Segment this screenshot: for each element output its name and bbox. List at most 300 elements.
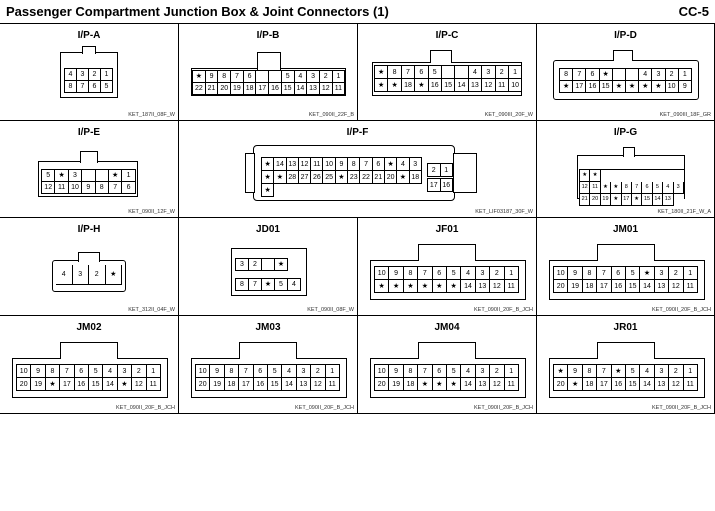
pin-cell: 8 xyxy=(583,365,597,378)
pin-cell: 1 xyxy=(509,66,522,79)
connector-cell-ipf xyxy=(179,121,537,218)
pin-cell xyxy=(385,184,397,197)
connector-name: I/P-E xyxy=(77,127,101,138)
pin-cell: 15 xyxy=(626,378,640,391)
connector-cell-jf01 xyxy=(358,218,537,316)
pin-cell: 16 xyxy=(75,378,89,391)
pin-cell: 16 xyxy=(612,280,626,293)
connector-name: JR01 xyxy=(613,322,638,333)
pin-cell: 20 xyxy=(554,280,568,293)
pin-cell: 7 xyxy=(597,365,611,378)
pin-cell xyxy=(642,170,652,182)
pin-grid xyxy=(261,157,422,197)
pin-cell: ★ xyxy=(632,194,642,206)
pin-cell: 7 xyxy=(231,71,244,83)
pin-cell: 8 xyxy=(236,279,249,291)
connector-name: JM03 xyxy=(255,322,281,333)
pin-cell: 9 xyxy=(389,267,403,280)
pin-cell: ★ xyxy=(652,81,665,93)
pin-cell: 11 xyxy=(55,182,68,194)
connector-cell-jm01 xyxy=(537,218,715,316)
pin-cell: 6 xyxy=(75,365,89,378)
pin-cell: 10 xyxy=(375,267,389,280)
pin-cell xyxy=(674,194,684,206)
pin-cell: 5 xyxy=(101,81,113,93)
pin-cell: 11 xyxy=(684,378,698,391)
connector-code: KET_090II_22F_B xyxy=(308,112,354,118)
pin-cell: 4 xyxy=(65,69,77,81)
pin-cell: 9 xyxy=(82,182,95,194)
pin-cell: 11 xyxy=(326,378,340,391)
pin-grid xyxy=(235,278,301,291)
pin-cell: 15 xyxy=(642,194,652,206)
pin-cell xyxy=(373,184,385,197)
connector-code: KET_312II_04F_W xyxy=(128,307,175,313)
pin-cell: 14 xyxy=(640,378,654,391)
pin-cell: 15 xyxy=(442,79,455,92)
connector-grid xyxy=(0,24,715,414)
pin-cell: 7 xyxy=(402,66,415,79)
pin-cell xyxy=(626,69,639,81)
pin-cell: 1 xyxy=(147,365,161,378)
pin-cell: 3 xyxy=(476,365,490,378)
pin-grid xyxy=(553,364,698,391)
pin-cell: 6 xyxy=(415,66,428,79)
pin-cell: 6 xyxy=(373,158,385,171)
pin-cell: 8 xyxy=(560,69,573,81)
pin-grid xyxy=(16,364,161,391)
pin-cell: 1 xyxy=(333,71,346,83)
pin-cell: 15 xyxy=(626,280,640,293)
pin-cell: 5 xyxy=(89,365,103,378)
pin-cell: 10 xyxy=(196,365,210,378)
pin-cell xyxy=(632,170,642,182)
pin-cell: 25 xyxy=(323,171,335,184)
pin-cell: ★ xyxy=(275,259,288,271)
pin-cell: 12 xyxy=(490,280,504,293)
pin-cell: 12 xyxy=(42,182,55,194)
pin-cell: 16 xyxy=(612,378,626,391)
pin-cell: 18 xyxy=(583,378,597,391)
pin-cell: 4 xyxy=(282,365,296,378)
connector-code: KET_090II_08F_W xyxy=(307,307,354,313)
connector-code: KET_090II_20F_B_JCH xyxy=(294,405,354,411)
connector-name: I/P-C xyxy=(435,30,459,41)
pin-cell: 15 xyxy=(89,378,103,391)
connector-latch-right xyxy=(453,153,477,193)
pin-grid xyxy=(579,169,684,206)
connector-lock xyxy=(60,342,118,359)
pin-cell: 3 xyxy=(297,365,311,378)
pin-cell: 13 xyxy=(663,194,673,206)
pin-cell: 28 xyxy=(287,171,299,184)
pin-cell: ★ xyxy=(600,69,613,81)
pin-cell: ★ xyxy=(106,265,123,285)
pin-cell: 15 xyxy=(268,378,282,391)
pin-cell: 18 xyxy=(410,171,422,184)
pin-cell: 3 xyxy=(307,71,320,83)
connector-cell-ipg xyxy=(537,121,715,218)
pin-cell: 2 xyxy=(132,365,146,378)
pin-cell: 4 xyxy=(103,365,117,378)
pin-cell: 17 xyxy=(622,194,632,206)
connector-name: I/P-G xyxy=(613,127,638,138)
pin-cell: 22 xyxy=(193,83,206,95)
connector-cell-ipd xyxy=(537,24,715,121)
connector-lock xyxy=(82,46,96,54)
connector-code: KET_090II_20F_B_JCH xyxy=(115,405,175,411)
pin-cell: 20 xyxy=(218,83,231,95)
pin-cell: 18 xyxy=(583,280,597,293)
pin-grid xyxy=(41,169,136,194)
pin-cell: 4 xyxy=(469,66,482,79)
pin-grid-side-1 xyxy=(427,163,453,177)
pin-cell: 1 xyxy=(684,267,698,280)
pin-cell: 1 xyxy=(122,170,135,182)
connector-code: KET_187II_08F_W xyxy=(128,112,175,118)
pin-cell: 12 xyxy=(311,378,325,391)
pin-cell: 4 xyxy=(663,182,673,194)
pin-cell: 10 xyxy=(666,81,679,93)
pin-cell: 5 xyxy=(268,365,282,378)
connector-cell-jm04 xyxy=(358,316,537,414)
pin-cell xyxy=(410,184,422,197)
connector-code: KET_090II_20F_B_JCH xyxy=(473,307,533,313)
pin-cell: ★ xyxy=(611,194,621,206)
pin-cell: 18 xyxy=(225,378,239,391)
pin-cell: 4 xyxy=(397,158,409,171)
pin-cell: 1 xyxy=(684,365,698,378)
pin-cell xyxy=(311,184,323,197)
pin-cell: 7 xyxy=(249,279,262,291)
pin-cell: 9 xyxy=(206,71,219,83)
pin-cell: 12 xyxy=(320,83,333,95)
pin-cell: ★ xyxy=(639,81,652,93)
connector-name: I/P-A xyxy=(77,30,101,41)
pin-cell: 4 xyxy=(295,71,308,83)
pin-cell xyxy=(269,71,282,83)
pin-cell: 8 xyxy=(404,365,418,378)
pin-cell: 9 xyxy=(336,158,348,171)
page-number: CC-5 xyxy=(678,4,709,19)
pin-cell: 2 xyxy=(669,365,683,378)
pin-cell: 3 xyxy=(73,265,90,285)
connector-name: JM01 xyxy=(612,224,638,235)
pin-cell xyxy=(613,69,626,81)
connector-code: KET_LIF03187_30F_W xyxy=(475,209,533,215)
pin-cell: 20 xyxy=(590,194,600,206)
pin-cell: ★ xyxy=(385,158,397,171)
pin-cell: 16 xyxy=(269,83,282,95)
pin-cell: 8 xyxy=(404,267,418,280)
pin-cell: 20 xyxy=(385,171,397,184)
connector-name: I/P-B xyxy=(256,30,280,41)
pin-grid xyxy=(374,65,522,92)
pin-cell: ★ xyxy=(590,170,600,182)
pin-cell: ★ xyxy=(626,81,639,93)
pin-cell: 1 xyxy=(679,69,692,81)
pin-cell: ★ xyxy=(375,79,388,92)
pin-cell: 17 xyxy=(256,83,269,95)
pin-cell: 6 xyxy=(122,182,135,194)
connector-cell-ipc xyxy=(358,24,537,121)
pin-cell: 11 xyxy=(590,182,600,194)
pin-cell: 16 xyxy=(429,79,442,92)
pin-cell: 18 xyxy=(402,79,415,92)
pin-cell: ★ xyxy=(109,170,122,182)
pin-cell: 15 xyxy=(600,81,613,93)
pin-cell: ★ xyxy=(415,79,428,92)
pin-cell: ★ xyxy=(601,182,611,194)
page-header xyxy=(0,0,715,24)
pin-cell: ★ xyxy=(262,279,275,291)
pin-cell: ★ xyxy=(262,158,274,171)
pin-cell xyxy=(96,170,109,182)
connector-lock xyxy=(418,244,476,261)
pin-cell: 2 xyxy=(89,69,101,81)
pin-cell: 4 xyxy=(640,365,654,378)
pin-cell: ★ xyxy=(568,378,582,391)
pin-cell: 8 xyxy=(388,66,401,79)
pin-cell: 7 xyxy=(418,365,432,378)
pin-cell: 12 xyxy=(490,378,504,391)
pin-cell: 2 xyxy=(496,66,509,79)
pin-cell: 8 xyxy=(622,182,632,194)
pin-cell: 14 xyxy=(640,280,654,293)
pin-cell: ★ xyxy=(193,71,206,83)
pin-cell: ★ xyxy=(560,81,573,93)
pin-cell: 4 xyxy=(461,365,475,378)
connector-lock xyxy=(623,147,635,157)
pin-cell xyxy=(348,184,360,197)
pin-cell: 12 xyxy=(299,158,311,171)
connector-lock xyxy=(257,52,281,70)
pin-cell: 12 xyxy=(669,280,683,293)
pin-grid xyxy=(374,364,519,391)
pin-cell: 5 xyxy=(429,66,442,79)
pin-cell: 5 xyxy=(626,365,640,378)
connector-code: KET_090II_20F_B_JCH xyxy=(473,405,533,411)
pin-cell xyxy=(82,170,95,182)
pin-cell: ★ xyxy=(554,365,568,378)
pin-cell: ★ xyxy=(262,184,274,197)
pin-cell: 13 xyxy=(469,79,482,92)
pin-cell: 8 xyxy=(348,158,360,171)
pin-cell: ★ xyxy=(397,171,409,184)
pin-cell xyxy=(256,71,269,83)
connector-code: KET_090II_20F_B_JCH xyxy=(651,307,711,313)
pin-grid xyxy=(195,364,340,391)
pin-cell: 14 xyxy=(103,378,117,391)
pin-cell: ★ xyxy=(433,280,447,293)
pin-cell: 9 xyxy=(389,365,403,378)
pin-grid xyxy=(56,265,122,285)
pin-cell: 13 xyxy=(287,158,299,171)
connector-lock xyxy=(418,342,476,359)
pin-cell: ★ xyxy=(389,280,403,293)
connector-name: I/P-D xyxy=(614,30,637,41)
pin-cell: 7 xyxy=(239,365,253,378)
pin-cell: 6 xyxy=(433,365,447,378)
connector-code: KET_180II_21F_W_A xyxy=(657,209,711,215)
pin-cell: 21 xyxy=(580,194,590,206)
page-title: Passenger Compartment Junction Box & Joint Connectors (1) xyxy=(6,4,389,19)
pin-cell: 23 xyxy=(348,171,360,184)
pin-cell: ★ xyxy=(262,171,274,184)
connector-lock xyxy=(80,151,98,163)
pin-cell: 8 xyxy=(218,71,231,83)
pin-cell: 6 xyxy=(89,81,101,93)
pin-cell xyxy=(323,184,335,197)
pin-cell xyxy=(336,184,348,197)
pin-grid xyxy=(235,258,288,271)
pin-cell: 21 xyxy=(373,171,385,184)
pin-cell: ★ xyxy=(447,378,461,391)
pin-cell: 2 xyxy=(311,365,325,378)
pin-cell: 10 xyxy=(17,365,31,378)
pin-grid xyxy=(192,70,345,95)
pin-cell: 20 xyxy=(554,378,568,391)
connector-cell-jm03 xyxy=(179,316,358,414)
pin-cell: 11 xyxy=(684,280,698,293)
pin-cell: 20 xyxy=(375,378,389,391)
pin-cell xyxy=(262,259,275,271)
pin-cell xyxy=(299,184,311,197)
pin-cell: 9 xyxy=(568,267,582,280)
pin-cell: 13 xyxy=(655,378,669,391)
pin-cell xyxy=(611,170,621,182)
pin-cell: 2 xyxy=(89,265,106,285)
connector-name: I/P-H xyxy=(77,224,101,235)
pin-grid xyxy=(559,68,692,93)
pin-cell: 17 xyxy=(573,81,586,93)
pin-cell xyxy=(653,170,663,182)
pin-cell: 7 xyxy=(573,69,586,81)
pin-cell: 10 xyxy=(323,158,335,171)
pin-cell: 14 xyxy=(282,378,296,391)
connector-cell-jd01 xyxy=(179,218,358,316)
pin-cell: 14 xyxy=(295,83,308,95)
connector-cell-ipb xyxy=(179,24,358,121)
pin-cell xyxy=(622,170,632,182)
pin-cell: 17 xyxy=(60,378,74,391)
pin-cell: 6 xyxy=(642,182,652,194)
pin-cell: ★ xyxy=(388,79,401,92)
pin-cell: 2 xyxy=(428,164,441,177)
pin-cell: 11 xyxy=(505,280,519,293)
pin-cell: 3 xyxy=(69,170,82,182)
pin-cell: ★ xyxy=(433,378,447,391)
pin-cell: 3 xyxy=(236,259,249,271)
pin-cell xyxy=(397,184,409,197)
pin-cell: 12 xyxy=(482,79,495,92)
pin-cell: 4 xyxy=(461,267,475,280)
connector-name: JM04 xyxy=(434,322,460,333)
pin-cell: 7 xyxy=(60,365,74,378)
pin-cell: ★ xyxy=(404,280,418,293)
pin-cell: 3 xyxy=(476,267,490,280)
pin-cell: ★ xyxy=(418,378,432,391)
pin-cell: 17 xyxy=(597,378,611,391)
pin-cell: 6 xyxy=(586,69,599,81)
pin-cell: ★ xyxy=(611,182,621,194)
pin-cell: 2 xyxy=(490,267,504,280)
pin-cell: 5 xyxy=(282,71,295,83)
pin-cell: 19 xyxy=(210,378,224,391)
pin-cell: 5 xyxy=(42,170,55,182)
pin-cell: 3 xyxy=(410,158,422,171)
pin-cell: 10 xyxy=(554,267,568,280)
pin-cell: 3 xyxy=(674,182,684,194)
pin-cell: 2 xyxy=(669,267,683,280)
pin-cell: 8 xyxy=(225,365,239,378)
pin-cell: 9 xyxy=(210,365,224,378)
pin-cell: 7 xyxy=(418,267,432,280)
connector-code: KET_090II_12F_W xyxy=(128,209,175,215)
pin-cell: 18 xyxy=(404,378,418,391)
pin-cell: 12 xyxy=(132,378,146,391)
pin-cell: 7 xyxy=(360,158,372,171)
pin-cell: ★ xyxy=(118,378,132,391)
pin-cell: 10 xyxy=(509,79,522,92)
pin-cell: 18 xyxy=(244,83,257,95)
pin-cell: 5 xyxy=(626,267,640,280)
pin-cell: 9 xyxy=(679,81,692,93)
connector-latch-left xyxy=(245,153,255,193)
pin-grid-side-2 xyxy=(427,178,453,192)
pin-cell: 20 xyxy=(196,378,210,391)
pin-cell: 13 xyxy=(655,280,669,293)
pin-cell: 16 xyxy=(586,81,599,93)
pin-cell: 3 xyxy=(118,365,132,378)
pin-cell: 19 xyxy=(601,194,611,206)
connector-code: KET_090III_20F_W xyxy=(484,112,533,118)
pin-cell: ★ xyxy=(613,81,626,93)
pin-cell: 19 xyxy=(31,378,45,391)
pin-cell: ★ xyxy=(375,280,389,293)
pin-cell: 3 xyxy=(652,69,665,81)
pin-cell: 14 xyxy=(653,194,663,206)
pin-cell: 7 xyxy=(597,267,611,280)
pin-grid xyxy=(64,68,113,93)
connector-lock xyxy=(597,244,655,261)
pin-cell: 6 xyxy=(612,267,626,280)
pin-cell: 17 xyxy=(239,378,253,391)
pin-cell: 1 xyxy=(505,365,519,378)
connector-code: KET_090III_18F_GR xyxy=(659,112,711,118)
pin-cell xyxy=(274,184,286,197)
pin-cell: 13 xyxy=(476,280,490,293)
pin-cell: 2 xyxy=(666,69,679,81)
pin-cell: 8 xyxy=(96,182,109,194)
pin-cell: 2 xyxy=(320,71,333,83)
connector-lock xyxy=(430,50,452,63)
pin-cell: 13 xyxy=(307,83,320,95)
pin-cell: 11 xyxy=(333,83,346,95)
pin-cell: 17 xyxy=(597,280,611,293)
pin-cell: 11 xyxy=(496,79,509,92)
pin-cell: 3 xyxy=(655,365,669,378)
pin-cell: ★ xyxy=(580,170,590,182)
pin-cell: 14 xyxy=(461,378,475,391)
pin-cell: 5 xyxy=(653,182,663,194)
pin-cell: 1 xyxy=(505,267,519,280)
connector-cell-jr01 xyxy=(537,316,715,414)
connector-cell-ipa xyxy=(0,24,179,121)
pin-cell: 6 xyxy=(254,365,268,378)
pin-cell: 20 xyxy=(17,378,31,391)
pin-cell: 4 xyxy=(288,279,301,291)
